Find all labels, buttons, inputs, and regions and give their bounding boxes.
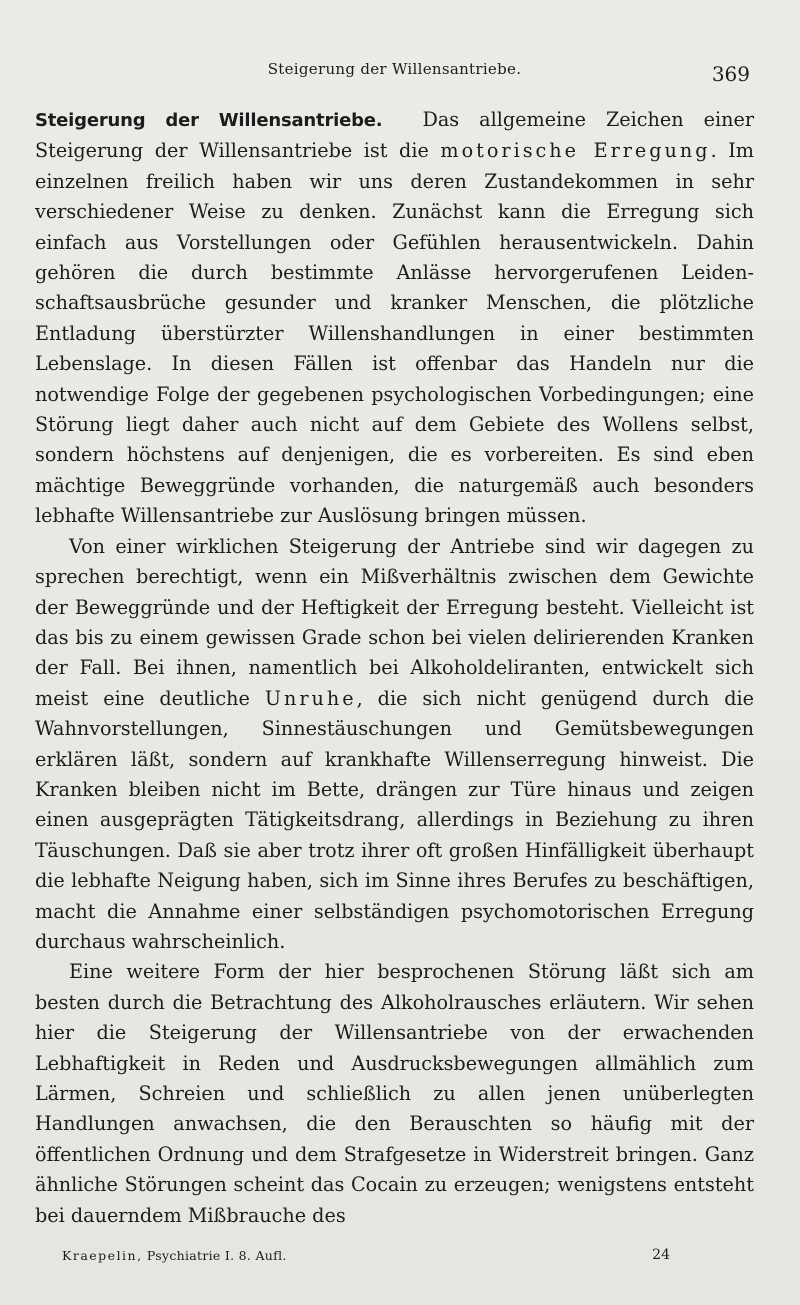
section-heading: Steigerung der Willensantriebe. (35, 110, 383, 131)
running-title: Steigerung der Willensantriebe. (267, 60, 522, 78)
emphasis-unruhe: Unruhe (264, 686, 357, 710)
page-footer (62, 1248, 670, 1270)
running-head (35, 58, 754, 88)
sheet-signature: 24 (652, 1247, 670, 1263)
paragraph-3: Eine weitere Form der hier besprochenen Störung läßt sich am besten durch die Betrachtung des Alkoholrausches erläutern. Wir sehen hier die Steigerung der Willensantriebe von der erwachenden Lebhaftigkeit in Reden und Ausdrucksbewegungen allmählich zum Lärmen, Schreien und schließlich zu allen jenen unüberlegten Handlungen anwachsen, die den Berauschten so häufig mit der öffentlichen Ordnung und dem Strafgesetze in Widerstreit bringen. Ganz ähnliche Störungen scheint das Cocain zu erzeugen; wenigstens entsteht bei dauerndem Mißbrauche des (35, 960, 754, 1227)
paragraph-2-text-a: Von einer wirklichen Steigerung der Antriebe sind wir dagegen zu sprechen berechtigt, wenn ein Mißverhältnis zwischen dem Gewichte der Beweggründe und der Heftigkeit der Erregung besteht. Vielleicht ist das bis zu einem gewissen Grade schon bei vielen delirierenden Kranken der Fall. Bei ihnen, namentlich bei Alkoholdeliranten, entwickelt sich meist eine deutliche (35, 534, 754, 710)
paragraph-1-text-b: . Im einzelnen freilich haben wir uns deren Zustandekommen in sehr verschiedener Weise zu denken. Zunächst kann die Erregung sich einfach aus Vorstellungen oder Gefühlen herausentwickeln. Dahin gehören die durch bestimmte Anlässe hervorgerufenen Leidenschaftsausbrüche gesunder und kranker Menschen, die plötzliche Entladung überstürzter Willenshandlungen in einer bestimmten Lebenslage. In diesen Fällen ist offenbar das Handeln nur die notwendige Folge der gegebenen psychologischen Vorbedingungen; eine Störung liegt daher auch nicht auf dem Gebiete des Wollens selbst, sondern höchstens auf denjenigen, die es vorbereiten. Es sind eben mächtige Beweggründe vorhanden, die naturgemäß auch besonders lebhafte Willensantriebe zur Auslösung bringen müssen. (35, 139, 754, 528)
emphasis-motorische-erregung: motorische Erregung (440, 139, 711, 163)
page-number: 369 (711, 62, 750, 86)
paragraph-1 (35, 105, 754, 532)
paragraph-1-text-a: Das allgemeine Zeichen einer Steigerung der Willensantriebe ist die (35, 108, 754, 163)
body-text (35, 105, 754, 1231)
paragraph-2 (35, 532, 754, 958)
footer-work: Psychiatrie I. 8. Aufl. (146, 1248, 287, 1263)
footer-reference (62, 1248, 287, 1263)
paragraph-2-text-b: , die sich nicht genügend durch die Wahnvorstellungen, Sinnestäuschungen und Gemütsbewegungen erklären läßt, sondern auf krankhafte Willenserregung hinweist. Die Kranken bleiben nicht im Bette, drängen zur Türe hinaus und zeigen einen ausgeprägten Tätigkeitsdrang, allerdings in Beziehung zu ihren Täuschungen. Daß sie aber trotz ihrer oft großen Hinfälligkeit überhaupt die lebhafte Neigung haben, sich im Sinne ihres Berufes zu beschäftigen, macht die Annahme einer selbständigen psychomotorischen Erregung durchaus wahrscheinlich. (35, 686, 755, 953)
footer-author: Kraepelin, (62, 1248, 143, 1263)
